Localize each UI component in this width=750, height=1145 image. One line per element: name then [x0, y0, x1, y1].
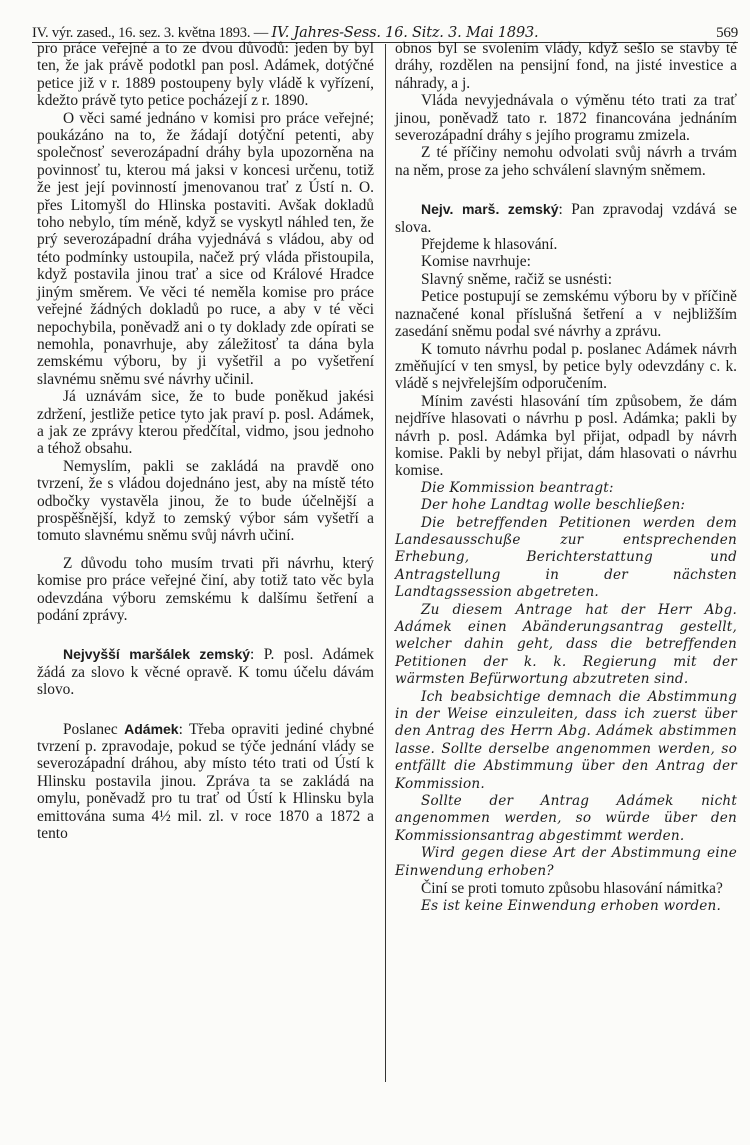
paragraph: Já uznávám sice, že to bude poněkud jakési zdržení, jestliže petice tyto jak praví p. posl. Adámek, a jak ze zprávy kterou předčítal, vidmo, jsou jednoho a téhož obsahu. — [37, 388, 374, 458]
paragraph-german: Die Kommission beantragt: — [421, 479, 614, 496]
paragraph: Z důvodu toho musím trvati při návrhu, který komise pro práce veřejné činí, aby totiž tato věc byla odevzdána výboru zemskému k dalšímu šetření a podání zprávy. — [37, 554, 374, 624]
paragraph-german: Wird gegen diese Art der Abstimmung eine Einwendung erhoben? — [395, 845, 737, 879]
paragraph: pro práce veřejné a to ze dvou důvodů: jeden by byl ten, že jak právě podotkl pan posl. Adámek, dotýčné petice již v r. 1889 postoupeny byly vládě k vyřízení, kdežto právě tyto petice pocházejí z r. 1890. — [37, 40, 374, 110]
page-number: 569 — [716, 25, 738, 41]
header-dash: — — [253, 25, 268, 41]
paragraph: Z té příčiny nemohu odvolati svůj návrh a trvám na něm, prose za jeho schválení slavným sněmem. — [395, 144, 737, 179]
header-german: IV. Jahres-Sess. 16. Sitz. 3. Mai 1893. — [271, 25, 539, 41]
speech-text: : Třeba opraviti jediné chybné tvrzení p. zpravodaje, pokud se týče jednání vlády se severozápadní dráhou, aby místo této trati od Ústí k Hlinsku postavila jinou. Zpráva ta se zakládá na omylu, poněvadž pro tu trať od Ústí k Hlinsku byla emittována suma 4½ mil. zl. v roce 1870 a 1872 a tento — [37, 720, 374, 843]
paragraph-german: Ich beabsichtige demnach die Abstimmung in der Weise einzuleiten, dass ich zuerst über den Antrag des Herrn Abg. Adámek abstimmen lasse. Sollte derselbe angenommen werden, so entfällt die Abstimmung über den Antrag der Kommission. — [395, 688, 737, 792]
speech-adamek — [37, 721, 374, 843]
speech-text: : P. posl. Adámek žádá za slovo k věcné opravě. K tomu účelu dávám slovo. — [37, 646, 374, 699]
paragraph: K tomuto návrhu podal p. poslanec Adámek návrh změňující v ten smysl, by petice byly odevzdány c. k. vládě s nejvřelejším odporučením. — [395, 340, 737, 393]
paragraph-german: Es ist keine Einwendung erhoben worden. — [421, 897, 722, 914]
paragraph: Nemyslím, pakli se zakládá na pravdě ono tvrzení, že s vládou dojednáno jest, aby na místě této odbočky vystavěla jinou, že to bude účelnější a prospěšnější, když to zemský výbor sám vyšetří a tomuto slavnému sněmu svůj návrh učiní. — [37, 457, 374, 545]
paragraph-german: Der hohe Landtag wolle beschließen: — [421, 497, 686, 514]
paragraph: O věci samé jednáno v komisi pro práce veřejné; poukázáno na to, že žádají dotýční petenti, aby společnosť severozápadní dráhy byla upozorněna na povinnosť tu, kterou má jaksi v koncesi určenu, totiž že jest její povinností jmenovanou trať z Ústí n. O. přes Litomyšl do Hlinska postaviti. Avšak dokladů toho nebylo, tím méně, když se vyskytl náhled ten, že prý severozápadní dráha vyjednává s vládou, aby od této podmínky ustoupila, načež prý vláda přistoupila, když postavila jinou trať a sice od Králové Hradce jiným směrem. Ve věci té neměla komise pro práce veřejné žádných dokladů po ruce, a aby v té věci nepochybila, poněvadž ani o ty doklady zde opírati se nemohla, ponavrhuje, aby záležitosť ta dána byla zemskému výboru, by ji vyšetřil a po vyšetření slavnému sněmu své návrhy učinil. — [37, 109, 374, 388]
speech-text: : Pan zpravodaj vzdává se slova. — [395, 201, 738, 236]
paragraph: Přejdeme k hlasování. — [421, 236, 558, 254]
left-column — [37, 40, 374, 842]
speaker-name: Adámek — [124, 720, 179, 737]
speaker-prefix: Poslanec — [63, 720, 125, 738]
paragraph: Činí se proti tomuto způsobu hlasování námitka? — [421, 880, 723, 898]
paragraph: Komise navrhuje: — [421, 253, 531, 271]
paragraph: obnos byl se svolením vlády, když sešlo se stavby té dráhy, rozdělen na pensijní fond, na jisté investice a náhrady, a j. — [395, 40, 737, 92]
paragraph: Vláda nevyjednávala o výměnu této trati za trať jinou, poněvadž tato r. 1872 financována jednáním severozápadní dráhy s jejího programu zmizela. — [395, 92, 737, 145]
paragraph-german: Sollte der Antrag Adámek nicht angenommen werden, so würde über den Kommissionsantrag abgestimmt werden. — [395, 793, 737, 844]
speaker-name: Nejv. marš. zemský — [421, 201, 559, 218]
right-column — [395, 40, 737, 915]
speech-marshal — [395, 201, 737, 236]
paragraph: Petice postupují se zemskému výboru by v příčině naznačené konal příslušná šetření a v nejbližším zasedání sněmu podal své návrhy a zprávu. — [395, 288, 737, 341]
speech-marshal — [37, 646, 374, 698]
speaker-name: Nejvyšší maršálek zemský — [63, 646, 251, 663]
paragraph: Mínim zavésti hlasování tím způsobem, že dám nejdříve hlasovati o návrhu p posl. Adámka; pakli by návrh p. posl. Adámka byl přijat, odpadl by návrh komise. Pakli by nebyl přijat, dám hlasovati o návrhu komise. — [395, 392, 737, 480]
paragraph-german: Zu diesem Antrage hat der Herr Abg. Adámek einen Abänderungsantrag gestellt, welcher dahin geht, dass die betreffenden Petitionen der k. k. Regierung mit der wärmsten Befürwortung abzutreten sind. — [395, 601, 737, 688]
paragraph-german: Die betreffenden Petitionen werden dem Landesausschuße zur entsprechenden Erhebung, Berichterstattung und Antragstellung in der nächsten Landtagssession abgetreten. — [395, 514, 737, 601]
column-divider — [385, 44, 386, 1082]
paragraph: Slavný sněme, račiž se usnésti: — [421, 270, 613, 288]
header-czech: IV. výr. zased., 16. sez. 3. května 1893. — [32, 25, 251, 41]
